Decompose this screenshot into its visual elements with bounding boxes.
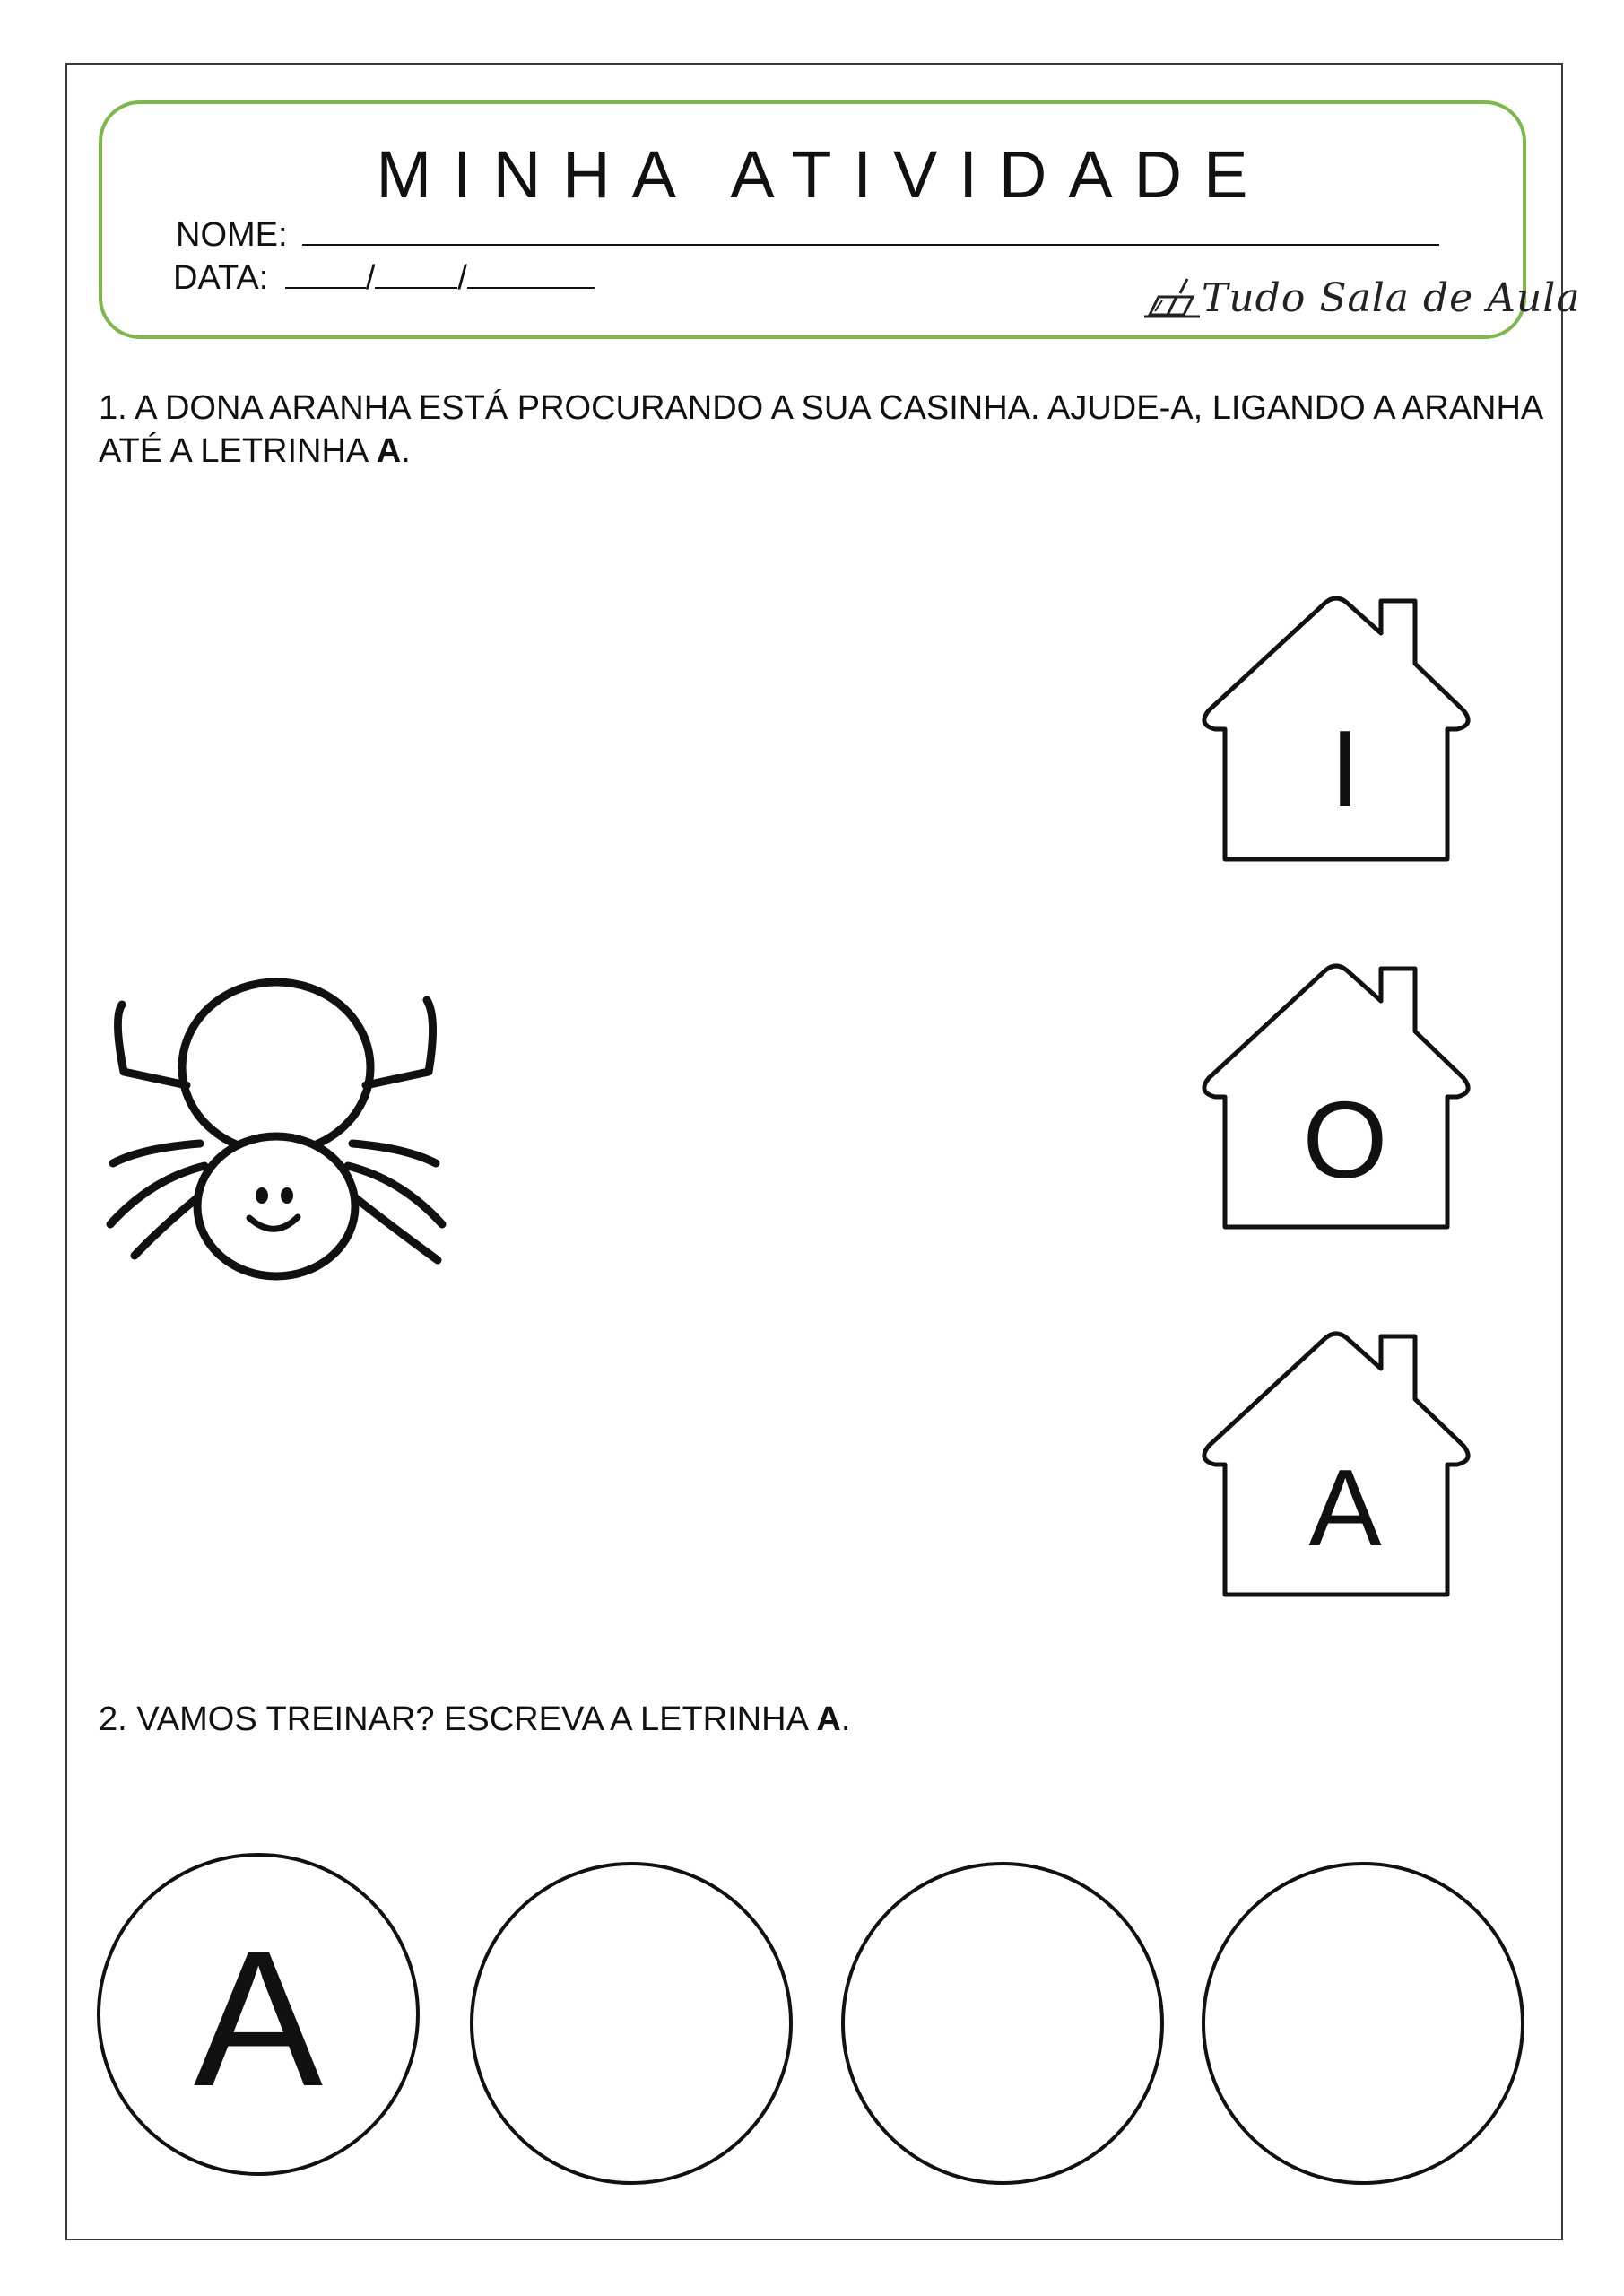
practice-circle[interactable] — [841, 1862, 1164, 2185]
question-1-text: 1. A DONA ARANHA ESTÁ PROCURANDO A SUA CASINHA. AJUDE-A, LIGANDO A ARANHA ATÉ A LETRINHA — [99, 389, 1542, 470]
question-1-punctuation: . — [401, 432, 411, 470]
date-month-line[interactable] — [375, 258, 457, 289]
question-2-text: 2. VAMOS TREINAR? ESCREVA A LETRINHA — [99, 1700, 817, 1738]
practice-circle[interactable] — [97, 1853, 420, 2176]
house-letter-a[interactable] — [1175, 1317, 1515, 1604]
house-letter: O — [1302, 1079, 1388, 1201]
name-line[interactable] — [302, 215, 1439, 246]
books-icon — [1141, 274, 1203, 324]
question-2-highlight: A — [816, 1700, 841, 1738]
practice-circle[interactable] — [1202, 1862, 1524, 2185]
date-year-line[interactable] — [467, 258, 595, 289]
date-label: DATA: — [173, 259, 269, 297]
page-title: MINHA ATIVIDADE — [376, 137, 1270, 212]
house-letter: A — [1308, 1447, 1382, 1569]
date-field[interactable] — [173, 258, 595, 298]
question-2-punctuation: . — [840, 1700, 851, 1738]
house-letter: I — [1330, 708, 1360, 830]
practice-circle[interactable] — [470, 1862, 793, 2185]
brand-text: Tudo Sala de Aula — [1202, 275, 1581, 321]
question-1 — [99, 387, 1542, 473]
date-separator: / — [365, 259, 376, 297]
house-letter-i[interactable] — [1175, 581, 1515, 868]
question-1-highlight: A — [376, 432, 402, 470]
spider-illustration[interactable] — [97, 964, 456, 1287]
question-2 — [99, 1698, 1542, 1741]
brand-logo — [1141, 274, 1581, 327]
practice-letter: A — [193, 1909, 324, 2126]
name-label: NOME: — [176, 216, 288, 254]
date-separator: / — [457, 259, 467, 297]
name-field[interactable] — [176, 215, 1439, 255]
date-day-line[interactable] — [285, 258, 366, 289]
house-letter-o[interactable] — [1175, 949, 1515, 1236]
